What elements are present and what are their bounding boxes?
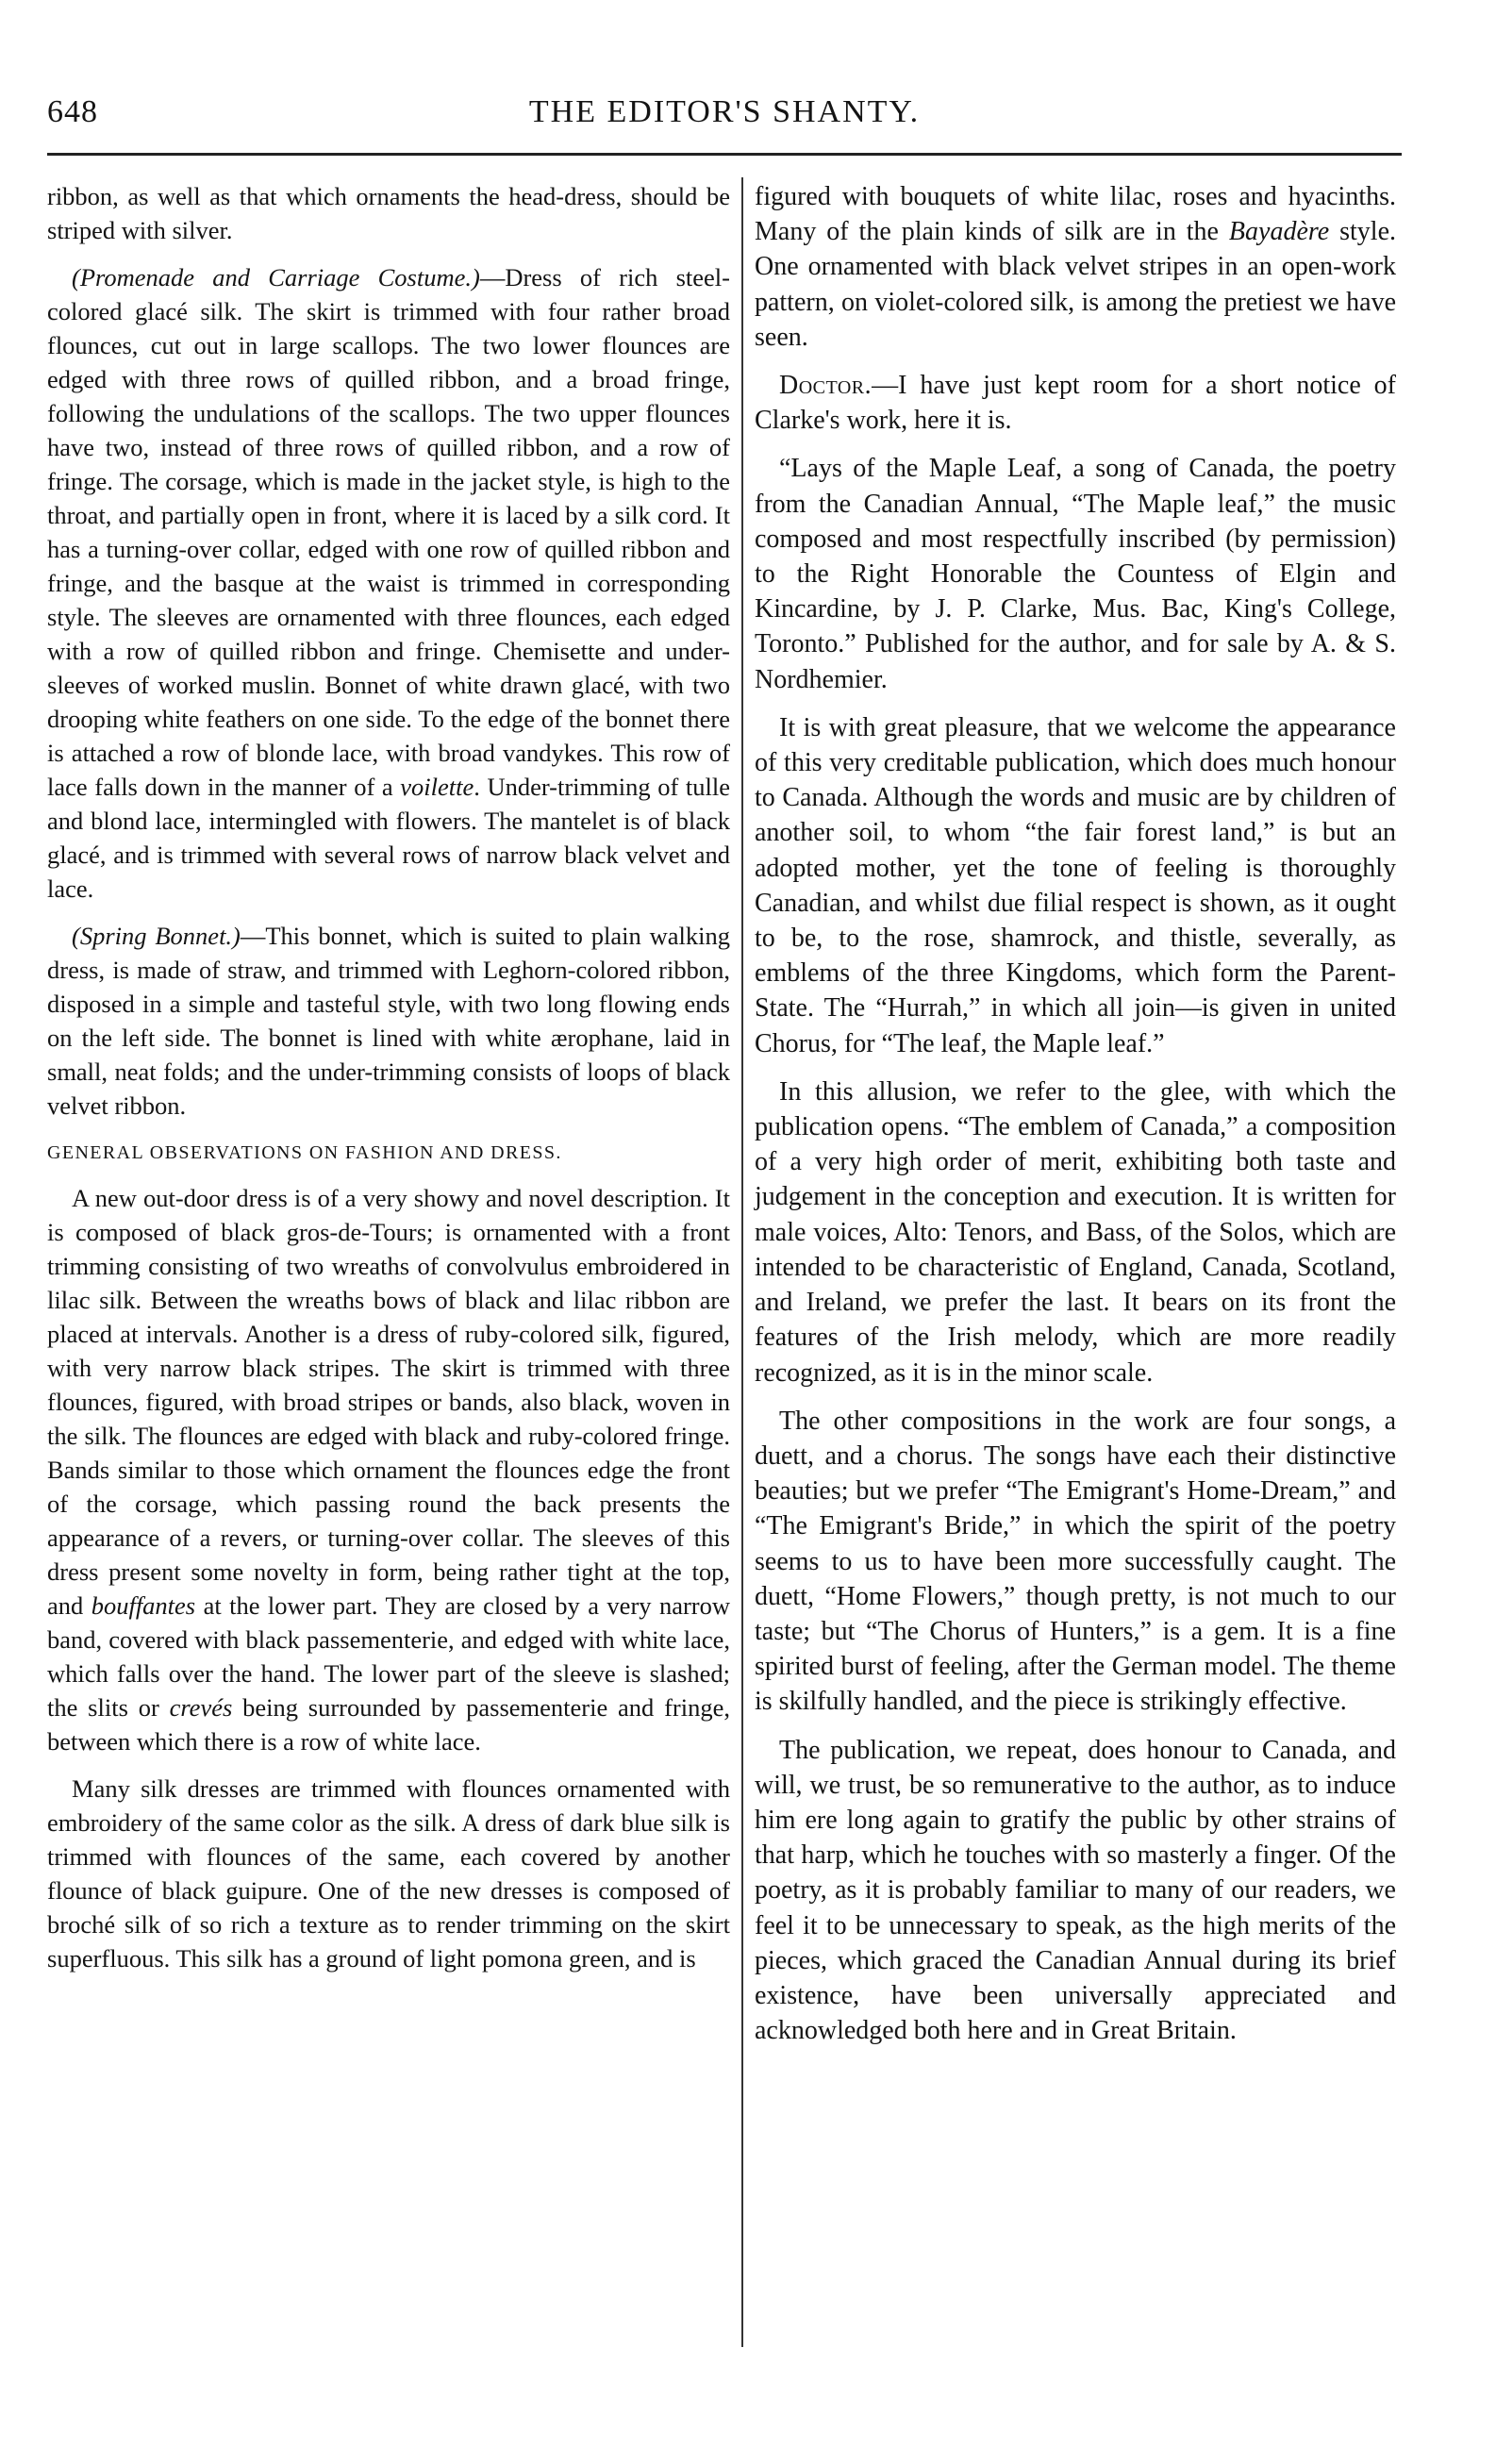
paragraph-text: A new out-door dress is of a very showy and novel description. It is composed of black gros-de-Tours; is ornamented with a front trimming consisting of two wreaths of convolvulus embroidered in lilac silk. Between the wreaths bows of black and lilac ribbon are placed at intervals. Another is a dress of ruby-colored silk, figured, with very narrow black stripes. The skirt is trimmed with three flounces, figured, with broad stripes or bands, also black, woven in the silk. The flounces are edged with black and ruby-colored fringe. Bands similar to those which ornament the flounces edge the front of the corsage, which passing round the back presents the appearance of a revers, or turning-over collar. The sleeves of this dress present some novelty in form, being rather tight at the top, and [47, 1184, 730, 1620]
italic-term: Bayadère [1228, 217, 1330, 247]
paragraph-text: —This bonnet, which is suited to plain walking dress, is made of straw, and trimmed with Leghorn-colored ribbon, disposed in a simple and tasteful style, with two long flowing ends on the left side. The bonnet is lined with white ærophane, laid in small, neat folds; and the under-trimming consists of loops of black velvet ribbon. [47, 922, 730, 1120]
page-number: 648 [47, 94, 98, 129]
paragraph [755, 179, 1396, 355]
paragraph [47, 1181, 730, 1758]
header-rule [47, 153, 1402, 156]
paragraph: ribbon, as well as that which ornaments the head-dress, should be striped with silver. [47, 182, 730, 244]
paragraph-text: —Dress of rich steel-colored glacé silk. The skirt is trimmed with four rather broad flounces, cut out in large scallops. The two lower flounces are edged with three rows of quilled ribbon, and a broad fringe, following the undulations of the scallops. The two upper flounces have two, instead of three rows of quilled ribbon, and a row of fringe. The corsage, which is made in the jacket style, is high to the throat, and partially open in front, where it is laced by a silk cord. It has a turning-over collar, edged with one row of quilled ribbon and fringe, and the basque at the waist is trimmed in corresponding style. The sleeves are ornamented with three flounces, each edged with a row of quilled ribbon and fringe. Chemisette and under-sleeves of worked muslin. Bonnet of white drawn glacé, with two drooping white feathers on one side. To the edge of the bonnet there is attached a row of blonde lace, with broad vandykes. This row of lace falls down in the manner of a [47, 263, 730, 801]
page-header [47, 94, 1402, 151]
paragraph [47, 260, 730, 906]
paragraph: The other compositions in the work are four songs, a duett, and a chorus. The songs have each their distinctive beauties; but we prefer “The Emigrant's Home-Dream,” and “The Emigrant's Bride,” in which the spirit of the poetry seems to us to have been more successfully caught. The duett, “Home Flowers,” though pretty, is not much to our taste; but “The Chorus of Hunters,” is a gem. It is a fine spirited burst of feeling, after the German model. The theme is skilfully handled, and the piece is strikingly effective. [755, 1406, 1396, 1717]
paragraph: “Lays of the Maple Leaf, a song of Canada, the poetry from the Canadian Annual, “The Maple leaf,” the music composed and most respectfully inscribed (by permission) to the Right Honorable the Countess of Elgin and Kincardine, by J. P. Clarke, Mus. Bac, King's College, Toronto.” Published for the author, and for sale by A. & S. Nordhemier. [755, 454, 1396, 694]
section-lead: (Spring Bonnet.) [72, 922, 241, 950]
paragraph: In this allusion, we refer to the glee, with which the publication opens. “The emblem of Canada,” a composition of a very high order of merit, exhibiting both taste and judgement in the conception and execution. It is written for male voices, Alto: Tenors, and Bass, of the Solos, which are intended to be characteristic of England, Canada, Scotland, and Ireland, we prefer the last. It bears on its front the features of the Irish melody, which are more readily recognized, as it is in the minor scale. [755, 1076, 1396, 1388]
paragraph [47, 919, 730, 1123]
paragraph-text: . Under-trimming of tulle and blond lace, intermingled with flowers. The mantelet is of black glacé, and is trimmed with several rows of narrow black velvet and lace. [47, 773, 730, 903]
paragraph-text: figured with bouquets of white lilac, roses and hyacinths. Many of the plain kinds of silk are in the [755, 182, 1396, 247]
column-divider [741, 177, 743, 2347]
speaker-name: Doctor. [779, 371, 873, 401]
running-title: THE EDITOR'S SHANTY. [528, 94, 921, 129]
italic-term: voilette [400, 773, 474, 801]
paragraph: It is with great pleasure, that we welcome the appearance of this very creditable publication, which does much honour to Canada. Although the words and music are by children of another soil, to whom “the fair forest land,” is but an adopted mother, yet the tone of feeling is thoroughly Canadian, and whilst due filial respect is shown, as it ought to be, to the rose, shamrock, and thistle, severally, as emblems of the three Kingdoms, which form the Parent-State. The “Hurrah,” in which all join—is given in united Chorus, for “The leaf, the Maple leaf.” [755, 712, 1396, 1058]
left-column [47, 179, 730, 1989]
section-lead: (Promenade and Carriage Costume.) [72, 263, 480, 291]
paragraph: Many silk dresses are trimmed with flounces ornamented with embroidery of the same color as the silk. A dress of dark blue silk is trimmed with flounces of the same, each covered by another flounce of black guipure. One of the new dresses is composed of broché silk of so rich a texture as to render trimming on the skirt superfluous. This silk has a ground of light pomona green, and is [47, 1774, 730, 1973]
italic-term: crevés [169, 1693, 233, 1722]
right-column [755, 179, 1396, 2061]
paragraph [755, 368, 1396, 438]
paragraph-text: being surrounded by passementerie and fringe, between which there is a row of white lace. [47, 1693, 731, 1756]
section-heading: GENERAL OBSERVATIONS ON FASHION AND DRESS. [47, 1142, 562, 1163]
paragraph-text: style. One ornamented with black velvet stripes in an open-work pattern, on violet-colored silk, is among the pretiest we have seen. [755, 217, 1397, 352]
italic-term: bouffantes [91, 1591, 196, 1620]
paragraph: The publication, we repeat, does honour to Canada, and will, we trust, be so remunerative to the author, as to induce him ere long again to gratify the public by other strains of that harp, which he touches with so masterly a finger. Of the poetry, as it is probably familiar to many of our readers, we feel it to be unnecessary to speak, as the high merits of the pieces, which graced the Canadian Annual during its brief existence, have been universally appreciated and acknowledged both here and in Great Britain. [755, 1735, 1396, 2046]
paragraph-text: at the lower part. They are closed by a very narrow band, covered with black passementerie, and edged with white lace, which falls over the hand. The lower part of the sleeve is slashed; the slits or [47, 1591, 731, 1722]
paragraph-text: —I have just kept room for a short notice of Clarke's work, here it is. [755, 371, 1396, 436]
